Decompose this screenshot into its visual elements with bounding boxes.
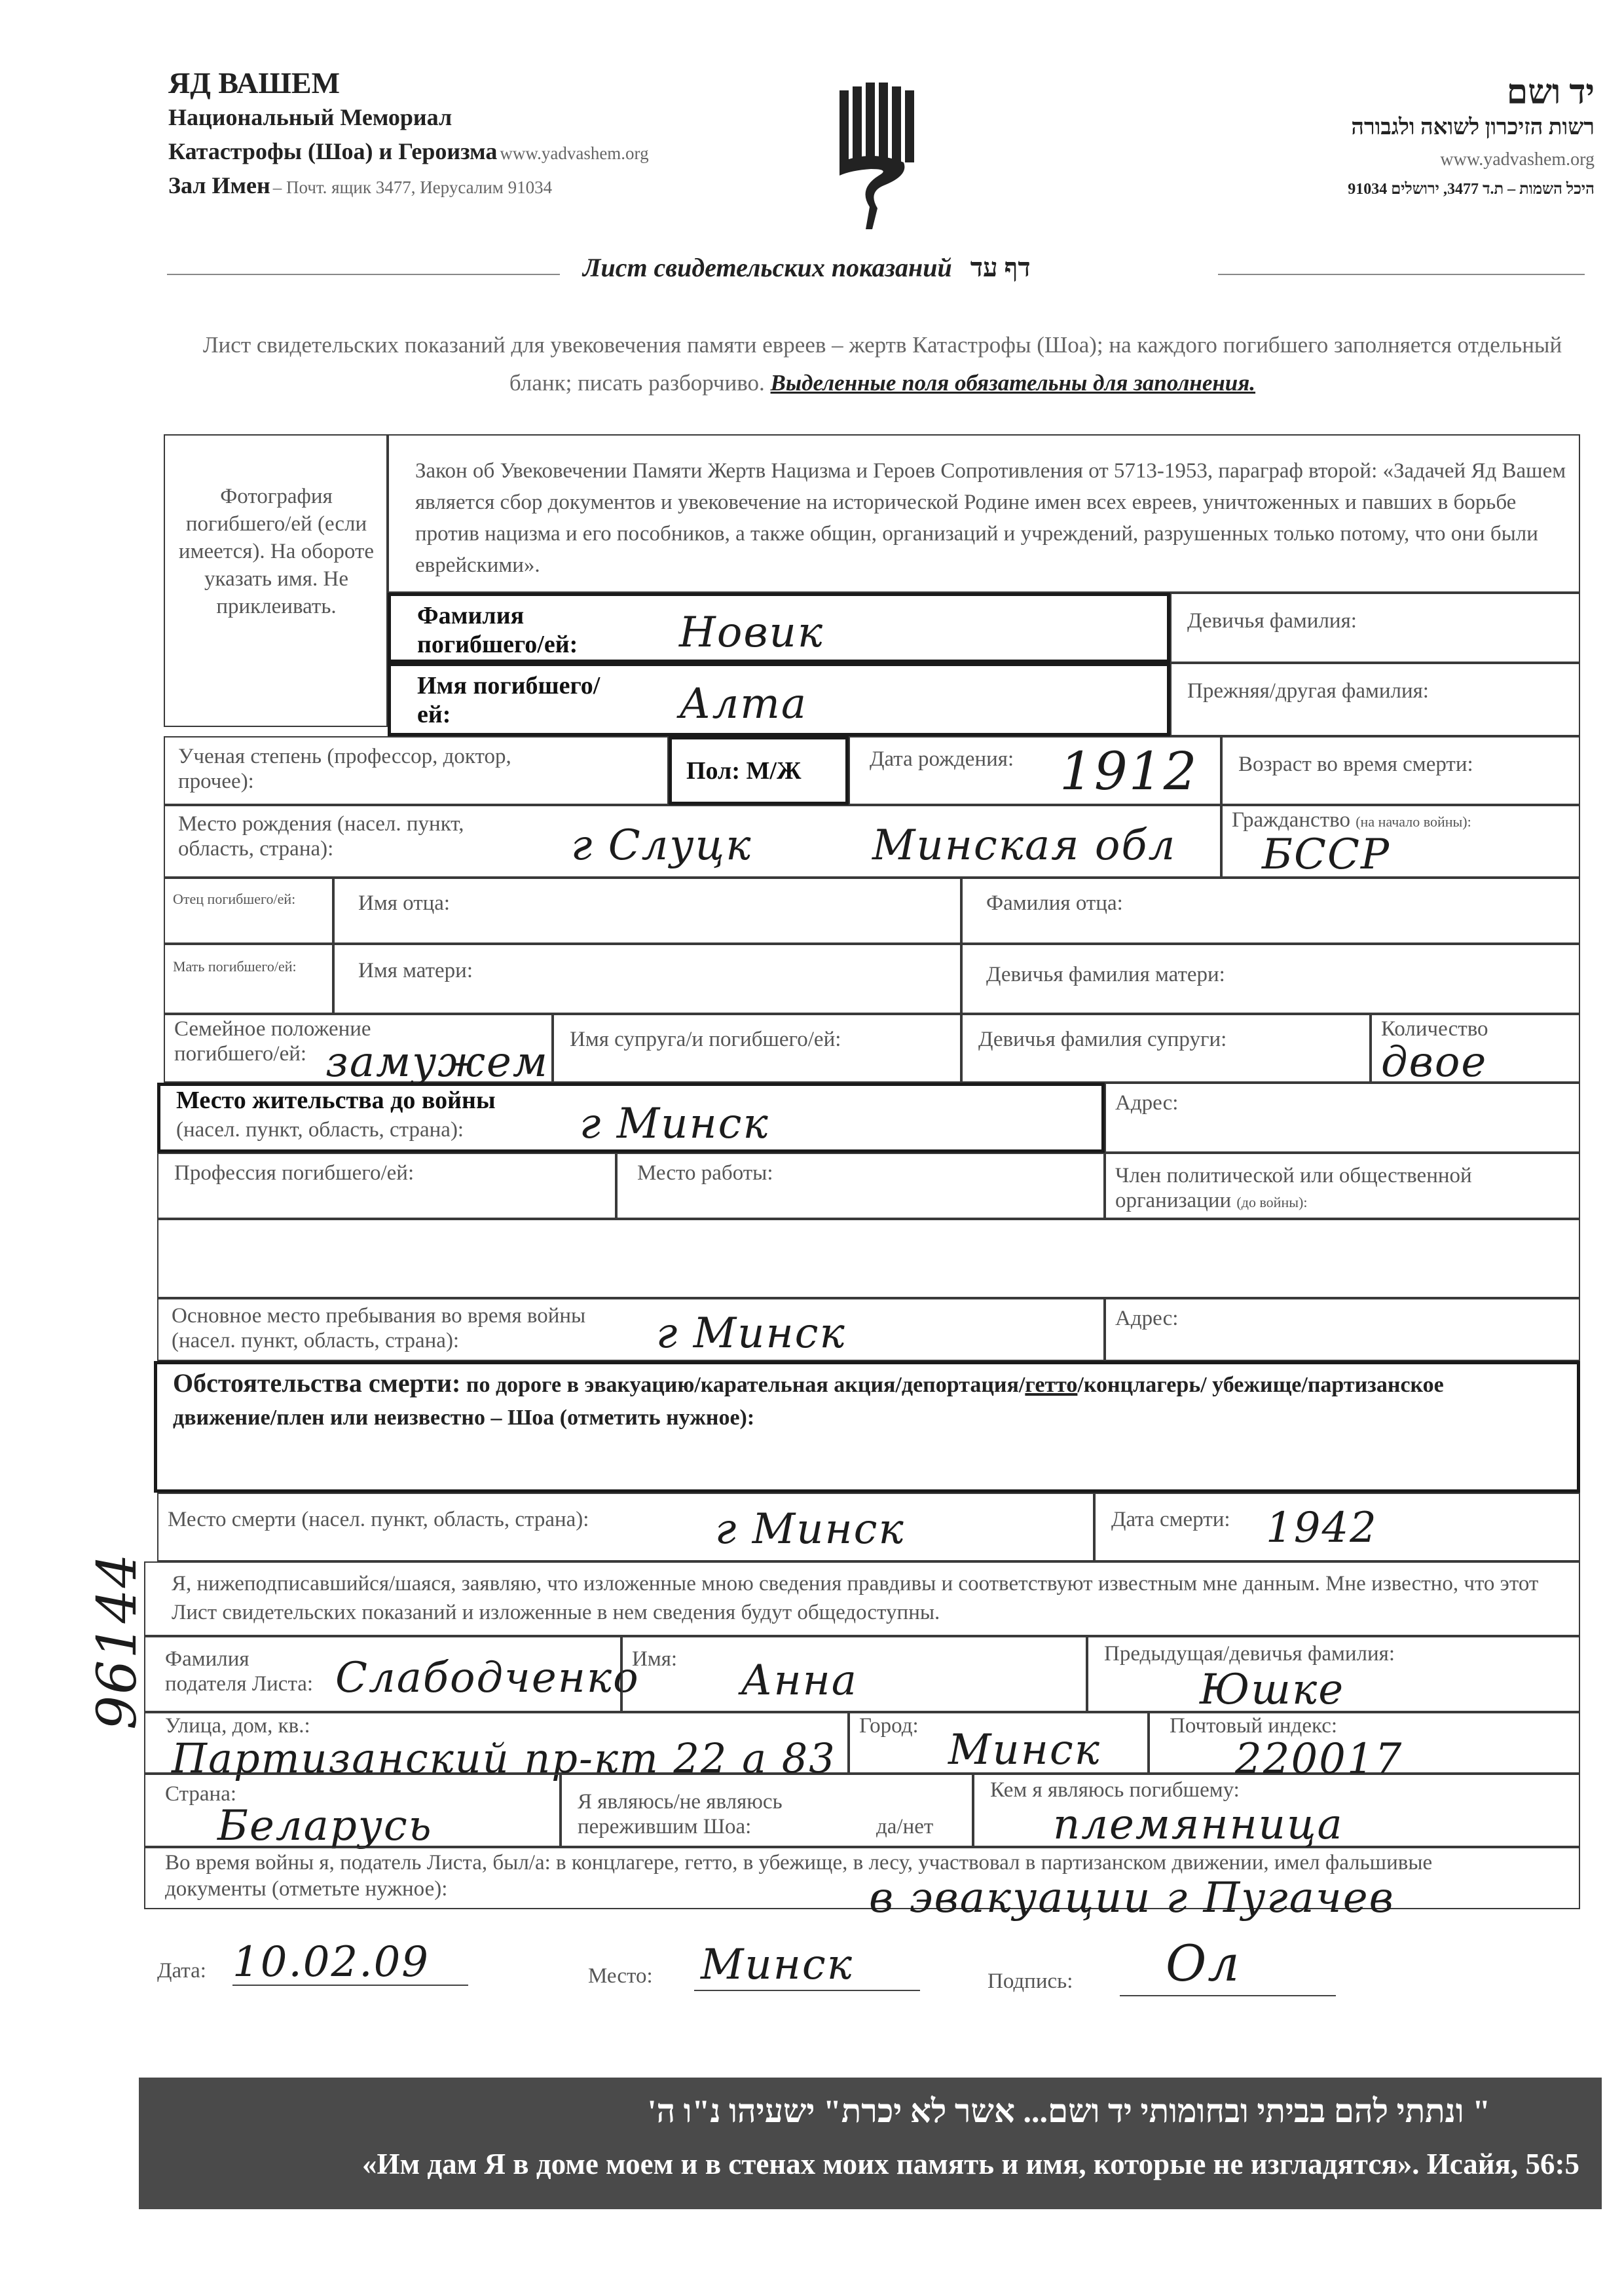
- hall-name: Зал Имен: [168, 172, 270, 198]
- membership-field[interactable]: [1105, 1153, 1580, 1219]
- death-place-label: Место смерти (насел. пункт, область, страна):: [168, 1508, 589, 1531]
- title-ru: Лист свидетельских показаний: [583, 253, 952, 282]
- submitter-wartime-field[interactable]: [144, 1847, 1580, 1922]
- workplace-field[interactable]: [616, 1153, 1105, 1219]
- submitter-country-label: Страна:: [165, 1782, 237, 1806]
- membership-label-main: Член политической или общественной организации: [1115, 1164, 1472, 1212]
- wartime-place-label: Основное место пребывания во время войны (насел. пункт, область, страна):: [172, 1304, 586, 1353]
- maiden-name-field[interactable]: [1170, 593, 1580, 663]
- relation-value: племянница: [1053, 1801, 1344, 1849]
- profession-label: Профессия погибшего/ей:: [174, 1161, 415, 1185]
- spouse-maiden-field[interactable]: [961, 1014, 1371, 1083]
- submitter-zip-field[interactable]: [1149, 1712, 1580, 1783]
- submitter-wartime-value: в эвакуации г Пугачев: [869, 1874, 1395, 1922]
- title-rule-left: [167, 274, 560, 275]
- signature-label: Подпись:: [987, 1969, 1073, 1993]
- org-line2: Катастрофы (Шоа) и Героизма: [168, 138, 498, 164]
- org-name-ru: ЯД ВАШЕМ: [168, 66, 340, 100]
- death-date-label: Дата смерти:: [1111, 1508, 1230, 1531]
- submitter-city-field[interactable]: [849, 1712, 1149, 1774]
- age-at-death-label: Возраст во время смерти:: [1238, 753, 1473, 776]
- citizenship-value: БССР: [1262, 830, 1391, 879]
- quote-banner: [139, 2078, 1602, 2209]
- death-place-field[interactable]: [157, 1493, 1094, 1561]
- marital-value: замужем: [325, 1038, 549, 1087]
- citizenship-label-suffix: (на начало войны):: [1356, 813, 1471, 830]
- residence-sublabel: (насел. пункт, область, страна):: [176, 1118, 464, 1142]
- law-cell: [388, 434, 1580, 593]
- workplace-label: Место работы:: [637, 1161, 773, 1185]
- org-line2-row: [168, 138, 649, 165]
- residence-field[interactable]: [157, 1083, 1105, 1153]
- submitter-street-value: Партизанский пр-кт 22 а 83: [172, 1734, 836, 1782]
- father-name-field[interactable]: [333, 878, 961, 944]
- mother-maiden-label: Девичья фамилия матери:: [986, 963, 1225, 986]
- father-surname-label: Фамилия отца:: [986, 891, 1123, 915]
- spouse-maiden-label: Девичья фамилия супруги:: [978, 1028, 1227, 1051]
- submitter-maiden-value: Юшке: [1200, 1666, 1345, 1714]
- intro-required-note: Выделенные поля обязательны для заполнения.: [770, 370, 1256, 396]
- first-name-label: Имя погибшего/ей:: [417, 672, 600, 728]
- sign-place-line: [694, 1990, 920, 1991]
- submitter-country-value: Беларусь: [217, 1802, 433, 1850]
- banner-quote-he: " ונתתי להם בביתי ובחומותי יד ושם... אשר לא יכרת" ישעיהו נ"ו ה': [647, 2093, 1490, 2129]
- submitter-maiden-field[interactable]: [1087, 1636, 1580, 1712]
- degree-label: Ученая степень (профессор, доктор, прочее):: [178, 745, 511, 793]
- circumstances-text: [173, 1367, 1548, 1434]
- sign-date-value: 10.02.09: [232, 1938, 430, 1987]
- sign-place-label: Место:: [588, 1964, 653, 1988]
- submitter-name-value: Анна: [741, 1656, 858, 1705]
- mother-row-label-cell: [164, 944, 333, 1014]
- submitter-surname-label: Фамилия подателя Листа:: [165, 1647, 314, 1696]
- father-name-label: Имя отца:: [358, 891, 451, 915]
- survivor-field[interactable]: [561, 1774, 973, 1847]
- wartime-address-label: Адрес:: [1115, 1307, 1179, 1330]
- mother-name-label: Имя матери:: [358, 959, 473, 982]
- birth-date-field[interactable]: [849, 736, 1221, 805]
- residence-address-label: Адрес:: [1115, 1091, 1179, 1115]
- signature: Ол: [1166, 1934, 1241, 1992]
- birth-place-label: Место рождения (насел. пункт, область, страна):: [178, 812, 464, 861]
- org-url: www.yadvashem.org: [500, 143, 649, 163]
- circumstances-label: Обстоятельства смерти:: [173, 1368, 461, 1398]
- photo-label: Фотография погибшего/ей (если имеется). На обороте указать имя. Не приклеивать.: [178, 485, 375, 618]
- citizenship-label-main: Гражданство: [1232, 808, 1350, 832]
- page-title: [583, 252, 1031, 283]
- birth-date-value: 1912: [1060, 741, 1198, 802]
- org-url-he: www.yadvashem.org: [1440, 149, 1595, 170]
- wartime-place-field[interactable]: [157, 1298, 1105, 1361]
- submitter-city-label: Город:: [859, 1714, 919, 1738]
- declaration-text: Я, нижеподписавшийся/шаяся, заявляю, что изложенные мною сведения правдивы и соответствуют известным мне данным. Мне известно, что этот Лист свидетельских показаний и изложенные в нем сведения будут общедоступны.: [172, 1572, 1539, 1624]
- submitter-city-value: Минск: [948, 1726, 1101, 1774]
- title-he: דף עד: [970, 253, 1031, 282]
- survivor-label: Я являюсь/не являюсь пережившим Шоа:: [578, 1790, 783, 1838]
- marital-label: Семейное положение погибшего/ей:: [174, 1017, 371, 1066]
- surname-value: Новик: [679, 608, 824, 657]
- org-name-he: יד ושם: [1506, 74, 1595, 111]
- submitter-wartime-label: Во время войны я, податель Листа, был/а: в концлагере, гетто, в убежище, в лесу, участвовал в партизанском движении, имел фальшивые документы (отметьте нужное):: [165, 1851, 1433, 1901]
- mother-maiden-field[interactable]: [961, 944, 1580, 1014]
- survivor-options[interactable]: да/нет: [876, 1815, 934, 1838]
- first-name-field[interactable]: [388, 663, 1170, 736]
- hall-row: [168, 172, 552, 199]
- residence-label: Место жительства до войны: [176, 1087, 496, 1114]
- membership-label: [1115, 1163, 1574, 1213]
- maiden-name-label: Девичья фамилия:: [1187, 609, 1357, 633]
- wartime-address-field[interactable]: [1105, 1298, 1580, 1361]
- father-row-label: Отец погибшего/ей:: [173, 891, 296, 907]
- mother-row-label: Мать погибшего/ей:: [173, 958, 297, 975]
- circumstances-selected: гетто: [1025, 1373, 1078, 1397]
- residence-value: г Минск: [580, 1100, 769, 1148]
- submitter-surname-field[interactable]: [144, 1636, 640, 1712]
- submitter-name-label: Имя:: [632, 1647, 678, 1671]
- other-surname-label: Прежняя/другая фамилия:: [1187, 679, 1429, 703]
- death-date-value: 1942: [1266, 1504, 1378, 1552]
- blank-row: [157, 1219, 1580, 1298]
- signature-line: [1120, 1995, 1336, 1996]
- sign-place-value: Минск: [701, 1941, 853, 1989]
- spouse-name-label: Имя супруга/и погибшего/ей:: [570, 1028, 841, 1051]
- banner-quote-ru: «Им дам Я в доме моем и в стенах моих память и имя, которые не изгладятся». Исайя, 56:5: [361, 2148, 1579, 2180]
- intro-body: Лист свидетельских показаний для увековечения памяти евреев – жертв Катастрофы (Шоа); на каждого погибшего заполняется отдельный бланк; писать разборчиво.: [202, 332, 1562, 396]
- marital-field[interactable]: [164, 1014, 553, 1087]
- father-surname-field[interactable]: [961, 878, 1580, 944]
- relation-label: Кем я являюсь погибшему:: [990, 1778, 1240, 1802]
- other-surname-field[interactable]: [1170, 663, 1580, 736]
- wartime-place-value: г Минск: [656, 1309, 846, 1358]
- gender-label: Пол: М/Ж: [686, 757, 802, 785]
- intro-text: [180, 326, 1585, 402]
- photo-cell: [164, 434, 388, 727]
- org-line1-he: רשות הזיכרון לשואה ולגבורה: [1351, 115, 1595, 140]
- residence-address-field[interactable]: [1105, 1083, 1580, 1153]
- father-row-label-cell: [164, 878, 333, 944]
- spouse-name-field[interactable]: [553, 1014, 961, 1083]
- yad-vashem-logo-icon: [832, 77, 917, 229]
- declaration-cell: [144, 1561, 1580, 1636]
- submitter-zip-value: 220017: [1235, 1735, 1403, 1783]
- death-date-field[interactable]: [1094, 1493, 1580, 1561]
- birth-date-label: Дата рождения:: [870, 747, 1014, 771]
- circumstances-field[interactable]: [154, 1361, 1580, 1493]
- gender-field[interactable]: [669, 736, 849, 805]
- sign-date-label: Дата:: [157, 1959, 206, 1983]
- org-address-he: היכל השמות – ת.ד 3477, ירושלים 91034: [1348, 181, 1595, 198]
- submitter-country-field[interactable]: [144, 1774, 561, 1850]
- surname-label: Фамилия погибшего/ей:: [417, 602, 578, 658]
- mother-name-field[interactable]: [333, 944, 961, 1014]
- birth-place-region: Минская обл: [872, 821, 1177, 870]
- title-rule-right: [1218, 274, 1585, 275]
- death-place-value: г Минск: [715, 1505, 905, 1554]
- sign-date-line: [232, 1985, 468, 1986]
- children-value: двое: [1381, 1038, 1488, 1087]
- children-field[interactable]: [1371, 1014, 1580, 1087]
- law-text: Закон об Увековечении Памяти Жертв Нацизма и Героев Сопротивления от 5713-1953, параграф второй: «Задачей Яд Вашем является сбор документов и увековечение на исторической Родине имен всех евреев, уничтоженных и павших в борьбе против нацизма и его пособников, а также общин, организаций и учреждений, разрушенных только потому, что они были еврейскими».: [415, 459, 1566, 577]
- surname-field[interactable]: [388, 593, 1170, 663]
- citizenship-field[interactable]: [1221, 805, 1580, 878]
- hall-address: – Почт. ящик 3477, Иерусалим 91034: [272, 177, 553, 197]
- relation-field[interactable]: [973, 1774, 1580, 1847]
- birth-place-field[interactable]: [164, 805, 1221, 878]
- submitter-street-field[interactable]: [144, 1712, 849, 1782]
- age-at-death-field[interactable]: [1221, 736, 1580, 805]
- org-line1: Национальный Мемориал: [168, 104, 452, 130]
- children-label: Количество: [1381, 1017, 1488, 1041]
- submitter-street-label: Улица, дом, кв.:: [165, 1714, 310, 1738]
- circumstances-options-before: по дороге в эвакуацию/карательная акция/депортация/: [466, 1373, 1025, 1397]
- citizenship-label: [1232, 808, 1471, 832]
- degree-field[interactable]: [164, 736, 669, 805]
- archive-number: 96144: [86, 1552, 149, 1730]
- first-name-value: Алта: [679, 680, 808, 728]
- submitter-surname-value: Слабодченко: [335, 1654, 640, 1702]
- submitter-zip-label: Почтовый индекс:: [1170, 1714, 1338, 1738]
- profession-field[interactable]: [157, 1153, 616, 1219]
- membership-label-suffix: (до войны):: [1236, 1194, 1308, 1210]
- submitter-maiden-label: Предыдущая/девичья фамилия:: [1104, 1642, 1395, 1666]
- circumstances-options-after: /концлагерь/ убежище/партизанское движение/плен или неизвестно – Шоа (отметить нужное):: [173, 1373, 1444, 1430]
- birth-place-city: г Слуцк: [571, 821, 752, 870]
- submitter-name-field[interactable]: [621, 1636, 1087, 1712]
